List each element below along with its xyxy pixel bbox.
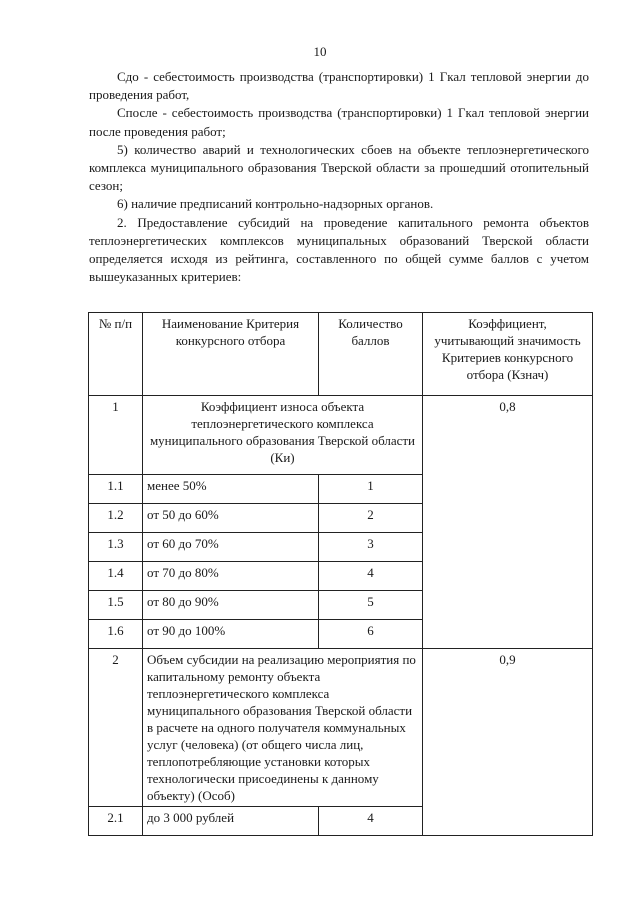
row-num: 2.1 [89, 807, 143, 836]
row-name: от 90 до 100% [143, 620, 319, 649]
row-points: 6 [319, 620, 423, 649]
row-points: 5 [319, 591, 423, 620]
row-num: 1.3 [89, 533, 143, 562]
criterion-2-name: Объем субсидии на реализацию мероприятия по капитальному ремонту объекта теплоэнергетического комплекса муниципального образования Тверской области в расчете на одного получателя коммунальных услуг (человека) (от общего числа лиц, теплопотребляющие установки которых технологически присоединены к данному объекту) (Особ) [143, 649, 423, 807]
criterion-2-coef: 0,9 [423, 649, 593, 836]
criterion-1-num: 1 [89, 396, 143, 475]
row-points: 1 [319, 475, 423, 504]
row-points: 4 [319, 807, 423, 836]
row-num: 1.6 [89, 620, 143, 649]
header-coef: Коэффициент, учитывающий значимость Критериев конкурсного отбора (Кзнач) [423, 313, 593, 396]
row-points: 2 [319, 504, 423, 533]
row-name: от 80 до 90% [143, 591, 319, 620]
row-points: 3 [319, 533, 423, 562]
row-points: 4 [319, 562, 423, 591]
table-header-row [89, 313, 593, 396]
criterion-1-name: Коэффициент износа объекта теплоэнергетического комплекса муниципального образования Тверской области (Ки) [143, 396, 423, 475]
header-num: № п/п [89, 313, 143, 396]
criterion-2-num: 2 [89, 649, 143, 807]
criterion-2-row [89, 649, 593, 807]
criterion-1-coef: 0,8 [423, 396, 593, 649]
row-name: менее 50% [143, 475, 319, 504]
row-num: 1.4 [89, 562, 143, 591]
paragraph-item-6: 6) наличие предписаний контрольно-надзорных органов. [117, 196, 434, 212]
criterion-1-row [89, 396, 593, 475]
row-num: 1.1 [89, 475, 143, 504]
row-num: 1.2 [89, 504, 143, 533]
row-name: от 60 до 70% [143, 533, 319, 562]
page-number: 10 [313, 44, 327, 59]
paragraph-sposle: Спосле - себестоимость производства (транспортировки) 1 Гкал тепловой энергии после проведения работ; [89, 105, 589, 139]
header-name: Наименование Критерия конкурсного отбора [143, 313, 319, 396]
criteria-table [88, 312, 593, 836]
row-name: от 50 до 60% [143, 504, 319, 533]
row-name: от 70 до 80% [143, 562, 319, 591]
header-points: Количество баллов [319, 313, 423, 396]
row-name: до 3 000 рублей [143, 807, 319, 836]
row-num: 1.5 [89, 591, 143, 620]
paragraph-item-5: 5) количество аварий и технологических сбоев на объекте теплоэнергетического комплекса муниципального образования Тверской области за прошедший отопительный сезон; [89, 141, 589, 194]
paragraph-sdo: Сдо - себестоимость производства (транспортировки) 1 Гкал тепловой энергии до проведения работ, [89, 69, 589, 103]
paragraph-section-2: 2. Предоставление субсидий на проведение капитального ремонта объектов теплоэнергетических комплексов муниципальных образований Тверской области определяется исходя из рейтинга, составленного по общей сумме баллов с учетом вышеуказанных критериев: [89, 214, 589, 285]
body-text [89, 68, 589, 286]
